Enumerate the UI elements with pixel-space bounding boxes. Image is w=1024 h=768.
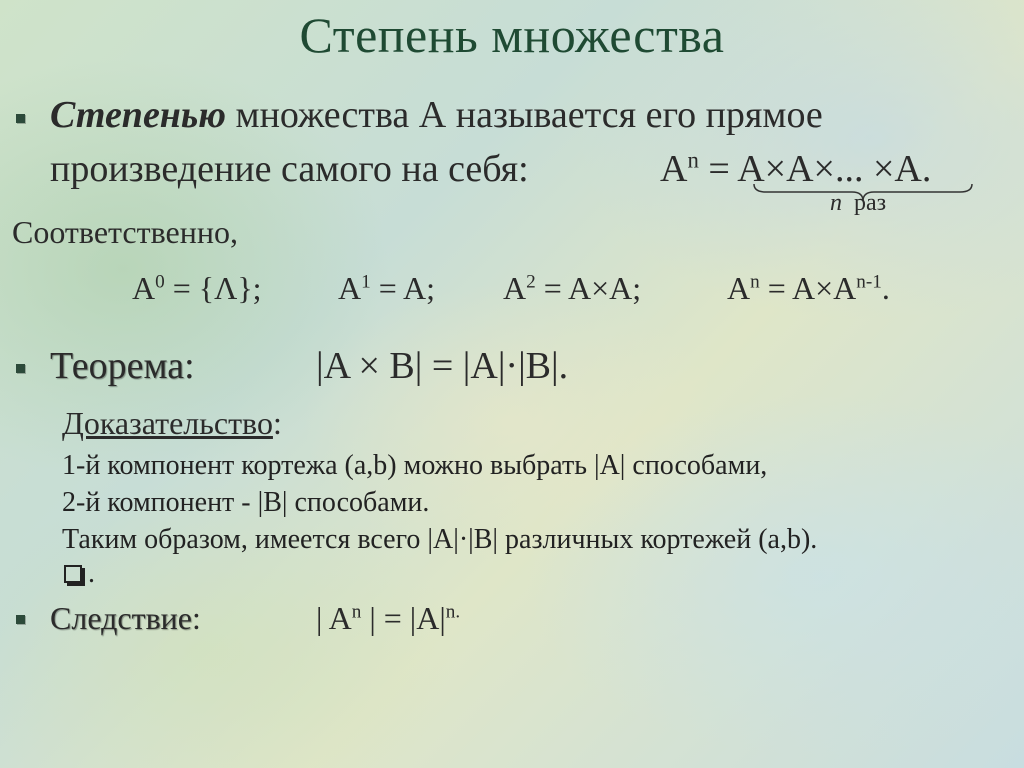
definition-text-1: множества А называется его прямое — [226, 94, 823, 136]
proof-line-2: 2-й компонент - |B| способами. — [62, 487, 430, 518]
accordingly-text: Соответственно, — [12, 214, 238, 250]
corollary-heading: Следствие: — [50, 600, 201, 636]
proof-label: Доказательство — [62, 405, 273, 441]
corollary-formula: | $A^n$ | = $|A|^{n.}$ — [316, 600, 461, 636]
power-one: $A^1 = A$; — [338, 270, 435, 306]
theorem-heading: Теорема: — [50, 345, 195, 387]
qed-icon — [64, 565, 82, 583]
definition-line-2 — [50, 147, 529, 191]
definition-line-1 — [50, 93, 823, 137]
proof-end: . — [64, 558, 95, 590]
definition-term: Степенью — [50, 94, 227, 136]
definition-text-2: произведение самого на себя: — [50, 148, 529, 190]
underbrace-label: n раз — [830, 190, 887, 216]
power-two: $A^2 = A\times A$; — [503, 270, 642, 306]
bullet-theorem — [16, 364, 25, 373]
theorem-label: Теорема — [50, 345, 185, 387]
proof-heading: Доказательство: — [62, 405, 282, 441]
theorem-formula: |A × B| = |A|·|B|. — [316, 345, 569, 387]
proof-line-1: 1-й компонент кортежа (a,b) можно выбрать |A| способами, — [62, 450, 768, 481]
power-n: $A^n = A\times A^{n-1}$. — [727, 270, 890, 306]
bullet-definition — [16, 114, 25, 123]
power-zero: $A^0 = \{\Lambda\}$; — [132, 270, 262, 306]
corollary-label: Следствие — [50, 600, 192, 636]
bullet-corollary — [16, 615, 25, 624]
definition-formula: $A^n = A\times A\times$... ×A. — [660, 147, 932, 190]
slide-title: Степень множества — [299, 7, 725, 63]
proof-line-3: Таким образом, имеется всего |A|·|B| различных кортежей (a,b). — [62, 524, 818, 555]
